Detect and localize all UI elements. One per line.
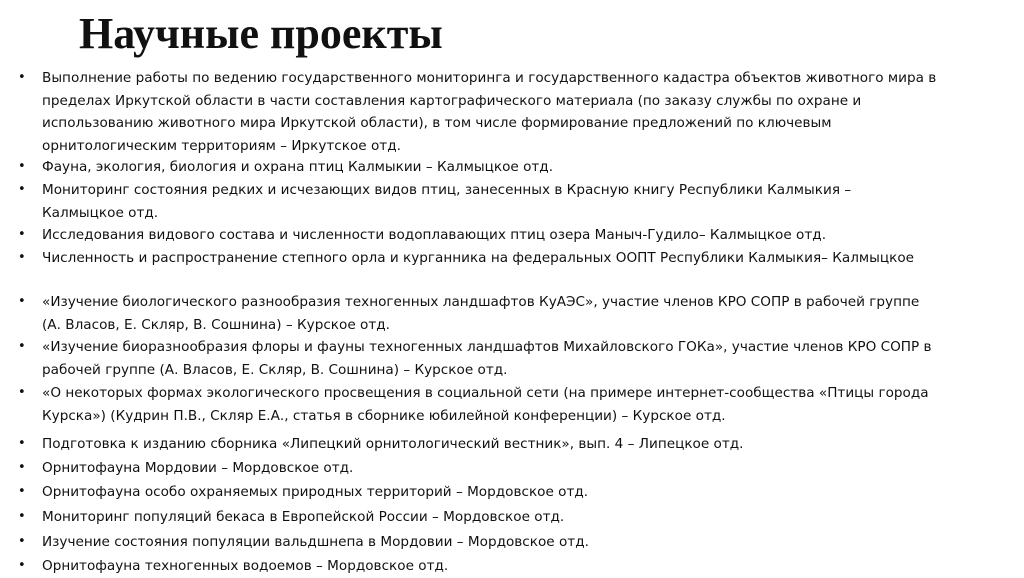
list-item (18, 156, 942, 179)
list-item-text: Исследования видового состава и численности водоплавающих птиц озера Маныч-Гудило– Калмыцкое отд. (42, 227, 827, 243)
list-item (18, 433, 942, 456)
list-item-text: Изучение состояния популяции вальдшнепа в Мордовии – Мордовское отд. (42, 534, 589, 550)
list-item-text: орнитологическим территориям – Иркутское отд. (42, 137, 401, 154)
list-item-text: «Изучение биоразнообразия флоры и фауны техногенных ландшафтов Михайловского ГОКа», участие членов КРО СОПР в (42, 339, 932, 355)
bullet-icon: • (18, 436, 26, 451)
list-item-text: «Изучение биологического разнообразия техногенных ландшафтов КуАЭС», участие членов КРО СОПР в рабочей группе (42, 294, 920, 310)
bullet-icon: • (18, 70, 26, 85)
list-item-text: Орнитофауна техногенных водоемов – Мордовское отд. (42, 558, 449, 574)
list-item-text: Фауна, экология, биология и охрана птиц Калмыкии – Калмыцкое отд. (42, 159, 554, 175)
bullet-icon: • (18, 558, 26, 573)
list-item (18, 179, 942, 224)
list-item (18, 457, 942, 480)
list-item-text: Мониторинг состояния редких и исчезающих видов птиц, занесенных в Красную книгу Республики Калмыкия – (42, 182, 852, 198)
list-item-text: «О некоторых формах экологического просвещения в социальной сети (на примере интернет-сообщества «Птицы города (42, 385, 929, 401)
bullet-icon: • (18, 294, 26, 309)
list-item-text: Курска») (Кудрин П.В., Скляр Е.А., статья в сборнике юбилейной конференции) – Курское отд. (42, 407, 726, 424)
list-item-text: Калмыцкое отд. (42, 204, 159, 221)
list-item-text: Орнитофауна особо охраняемых природных территорий – Мордовское отд. (42, 484, 589, 500)
list-item-text: пределах Иркутской области в части составления картографического материала (по заказу службы по охране и (42, 92, 862, 109)
list-item-text: использованию животного мира Иркутской области), в том числе формирование предложений по ключевым (42, 115, 832, 131)
list-item (18, 506, 942, 529)
list-item (18, 481, 942, 504)
list-item-text: Выполнение работы по ведению государственного мониторинга и государственного кадастра объектов животного мира в (42, 70, 937, 86)
bullet-icon: • (18, 182, 26, 197)
bullet-icon: • (18, 159, 26, 174)
bullet-icon: • (18, 339, 26, 354)
list-item (18, 291, 942, 336)
list-item-text: Орнитофауна Мордовии – Мордовское отд. (42, 460, 354, 476)
list-item-text: Мониторинг популяций бекаса в Европейской России – Мордовское отд. (42, 509, 565, 525)
list-item-text: Подготовка к изданию сборника «Липецкий орнитологический вестник», вып. 4 – Липецкое отд. (42, 436, 744, 452)
list-item (18, 224, 942, 247)
list-item (18, 336, 942, 381)
list-item (18, 555, 942, 578)
list-item (18, 382, 942, 427)
list-item-text: Численность и распространение степного орла и курганника на федеральных ООПТ Республики Калмыкия– Калмыцкое (42, 250, 915, 266)
list-item (18, 67, 942, 157)
list-item-text: (А. Власов, Е. Скляр, В. Сошнина) – Курское отд. (42, 316, 390, 333)
bullet-icon: • (18, 534, 26, 549)
page-title: Научные проекты (79, 9, 443, 58)
list-item (18, 247, 942, 270)
bullet-icon: • (18, 385, 26, 400)
list-item (18, 531, 942, 554)
bullet-icon: • (18, 484, 26, 499)
bullet-icon: • (18, 509, 26, 524)
bullet-icon: • (18, 460, 26, 475)
list-item-text: рабочей группе (А. Власов, Е. Скляр, В. Сошнина) – Курское отд. (42, 361, 508, 378)
bullet-icon: • (18, 227, 26, 242)
bullet-icon: • (18, 250, 26, 265)
